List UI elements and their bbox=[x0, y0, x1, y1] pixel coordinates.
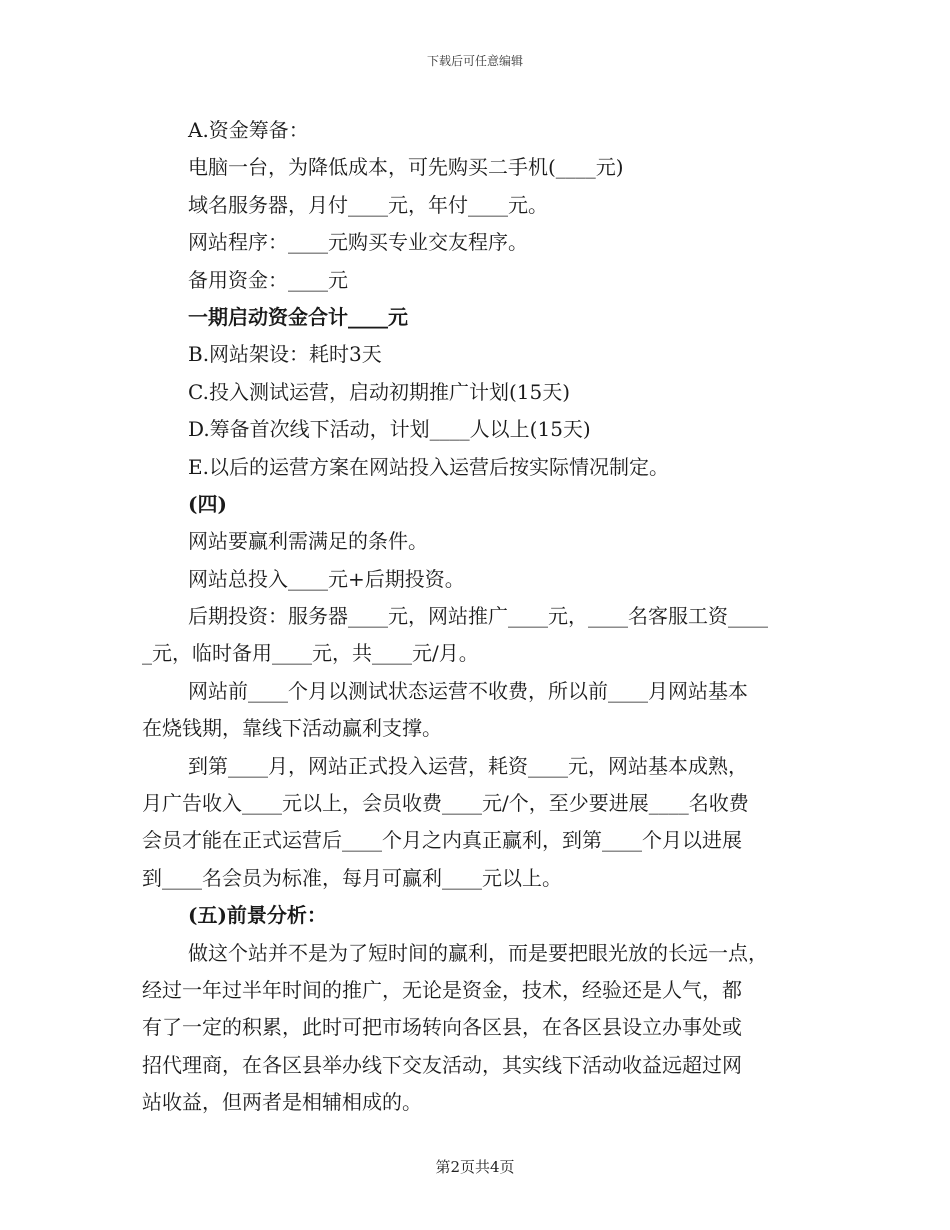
text-line: 网站程序：____元购买专业交友程序。 bbox=[188, 230, 528, 255]
text-line: 网站总投入____元+后期投资。 bbox=[188, 566, 465, 591]
page-header: 下载后可任意编辑 bbox=[426, 54, 523, 68]
text-line: 网站前____个月以测试状态运营不收费，所以前____月网站基本 bbox=[188, 678, 748, 703]
text-line: 做这个站并不是为了短时间的赢利，而是要把眼光放的长远一点， bbox=[188, 940, 768, 965]
text-line: 经过一年过半年时间的推广，无论是资金，技术，经验还是人气，都 bbox=[142, 977, 742, 1002]
document-body bbox=[142, 112, 808, 1122]
text-line: D.筹备首次线下活动，计划____人以上(15天) bbox=[188, 417, 591, 442]
text-line: C.投入测试运营，启动初期推广计划(15天) bbox=[188, 379, 571, 404]
text-line: 月广告收入____元以上，会员收费____元/个，至少要进展____名收费 bbox=[142, 791, 749, 816]
page-number: 第2页共4页 bbox=[435, 1158, 515, 1176]
text-line: A.资金筹备： bbox=[188, 118, 309, 142]
text-line: 网站要赢利需满足的条件。 bbox=[188, 529, 428, 554]
text-line: 在烧钱期，靠线下活动赢利支撑。 bbox=[142, 716, 442, 741]
text-line: _元，临时备用____元，共____元/月。 bbox=[142, 641, 479, 666]
text-line: 会员才能在正式运营后____个月之内真正赢利，到第____个月以进展 bbox=[142, 828, 742, 853]
section-heading: (四) bbox=[188, 491, 227, 516]
text-line: 招代理商，在各区县举办线下交友活动，其实线下活动收益远超过网 bbox=[142, 1052, 742, 1077]
section-heading: (五)前景分析： bbox=[188, 903, 327, 928]
text-line: 电脑一台，为降低成本，可先购买二手机(____元) bbox=[188, 155, 624, 180]
text-line: 后期投资：服务器____元，网站推广____元，____名客服工资____ bbox=[188, 604, 768, 629]
text-line: B.网站架设：耗时3天 bbox=[188, 342, 382, 367]
text-line: 到第____月，网站正式投入运营，耗资____元，网站基本成熟， bbox=[188, 753, 748, 778]
text-line: 站收益，但两者是相辅相成的。 bbox=[142, 1090, 422, 1115]
text-line: E.以后的运营方案在网站投入运营后按实际情况制定。 bbox=[188, 454, 669, 479]
text-line: 域名服务器，月付____元，年付____元。 bbox=[188, 192, 548, 217]
section-heading: 一期启动资金合计____元 bbox=[188, 304, 408, 329]
text-line: 备用资金：____元 bbox=[188, 267, 348, 292]
text-line: 有了一定的积累，此时可把市场转向各区县，在各区县设立办事处或 bbox=[142, 1015, 742, 1040]
text-line: 到____名会员为标准，每月可赢利____元以上。 bbox=[142, 865, 562, 890]
